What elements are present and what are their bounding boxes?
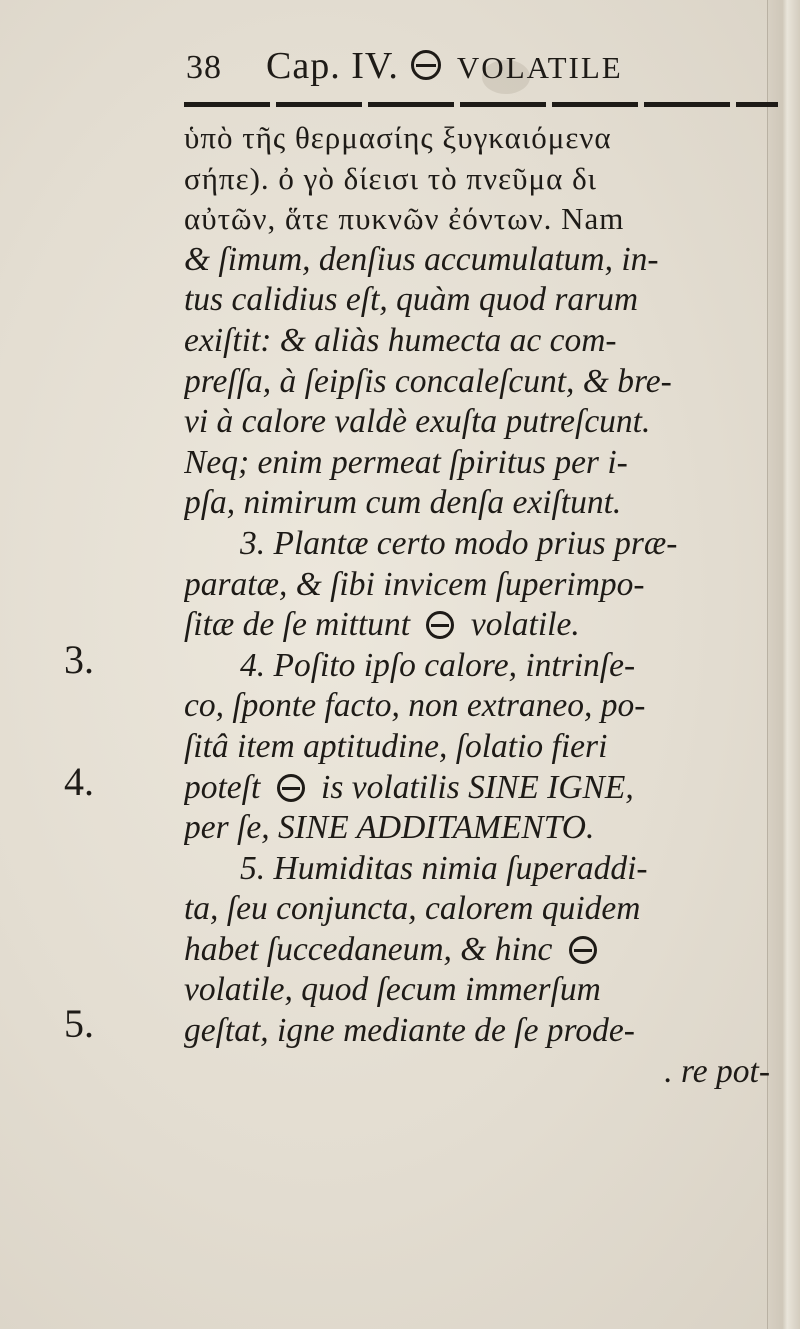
text-line: co, ſponte facto, non extraneo, po- bbox=[184, 687, 646, 725]
running-header bbox=[186, 44, 746, 96]
text-line: volatile, quod ſecum immerſum bbox=[184, 971, 601, 1009]
text-line: geſtat, igne mediante de ſe prode- bbox=[184, 1012, 635, 1050]
text-line bbox=[184, 199, 778, 240]
text-line: 5. Humiditas nimia ſuperaddi- bbox=[240, 849, 648, 887]
header-title: VOLATILE bbox=[456, 50, 623, 85]
text-line bbox=[184, 768, 778, 809]
header-rule bbox=[184, 102, 778, 107]
text-line: ta, ſeu conjuncta, calorem quidem bbox=[184, 890, 641, 928]
line-fragment: volatile. bbox=[470, 606, 580, 644]
text-line: 4. Poſito ipſo calore, intrinſe- bbox=[240, 646, 636, 684]
salt-symbol-icon bbox=[426, 611, 454, 639]
salt-symbol-icon bbox=[411, 50, 441, 80]
text-line: ὑπὸ τῆς θερμασίης ξυγκαιόμενα bbox=[184, 120, 612, 155]
text-line: paratæ, & ſibi invicem ſuperimpo- bbox=[184, 565, 645, 603]
text-line: exiſtit: & aliàs humecta ac com- bbox=[184, 321, 617, 359]
text-line: 3. Plantæ certo modo prius præ- bbox=[240, 524, 678, 562]
text-line: vi à calore valdè exuſta putreſcunt. bbox=[184, 403, 651, 441]
text-line: ſitâ item aptitudine, ſolatio fieri bbox=[184, 727, 608, 765]
line-fragment: ſitæ de ſe mittunt bbox=[184, 606, 411, 644]
text-line: σήπε). ὀ γὸ δίεισι τὸ πνεῦμα δι bbox=[184, 160, 598, 196]
page-number: 38 bbox=[186, 49, 222, 86]
chapter-heading: Cap. IV. bbox=[266, 45, 399, 87]
line-fragment: poteſt bbox=[184, 768, 261, 806]
text-line bbox=[184, 930, 778, 971]
margin-number-4: 4. bbox=[64, 759, 94, 804]
text-line bbox=[184, 605, 778, 646]
salt-symbol-icon bbox=[569, 936, 597, 964]
greek-text: αὐτῶν, ἅτε πυκνῶν ἐόντων. Nam bbox=[184, 201, 625, 237]
text-line: pſa, nimirum cum denſa exiſtunt. bbox=[184, 484, 622, 522]
text-line: Neq; enim permeat ſpiritus per i- bbox=[184, 443, 628, 481]
line-fragment: habet ſuccedaneum, & hinc bbox=[184, 930, 553, 968]
margin-number-3: 3. bbox=[64, 637, 94, 682]
margin-number-5: 5. bbox=[64, 1001, 94, 1046]
text-line: preſſa, à ſeipſis concaleſcunt, & bre- bbox=[184, 362, 672, 400]
line-fragment: is volatilis SINE IGNE, bbox=[321, 768, 634, 806]
body-text bbox=[184, 118, 778, 1092]
text-line: & ſimum, denſius accumulatum, in- bbox=[184, 240, 659, 278]
text-line: . re pot- bbox=[664, 1052, 770, 1090]
text-line: tus calidius eſt, quàm quod rarum bbox=[184, 281, 639, 319]
text-line: per ſe, SINE ADDITAMENTO. bbox=[184, 809, 595, 847]
salt-symbol-icon bbox=[277, 774, 305, 802]
